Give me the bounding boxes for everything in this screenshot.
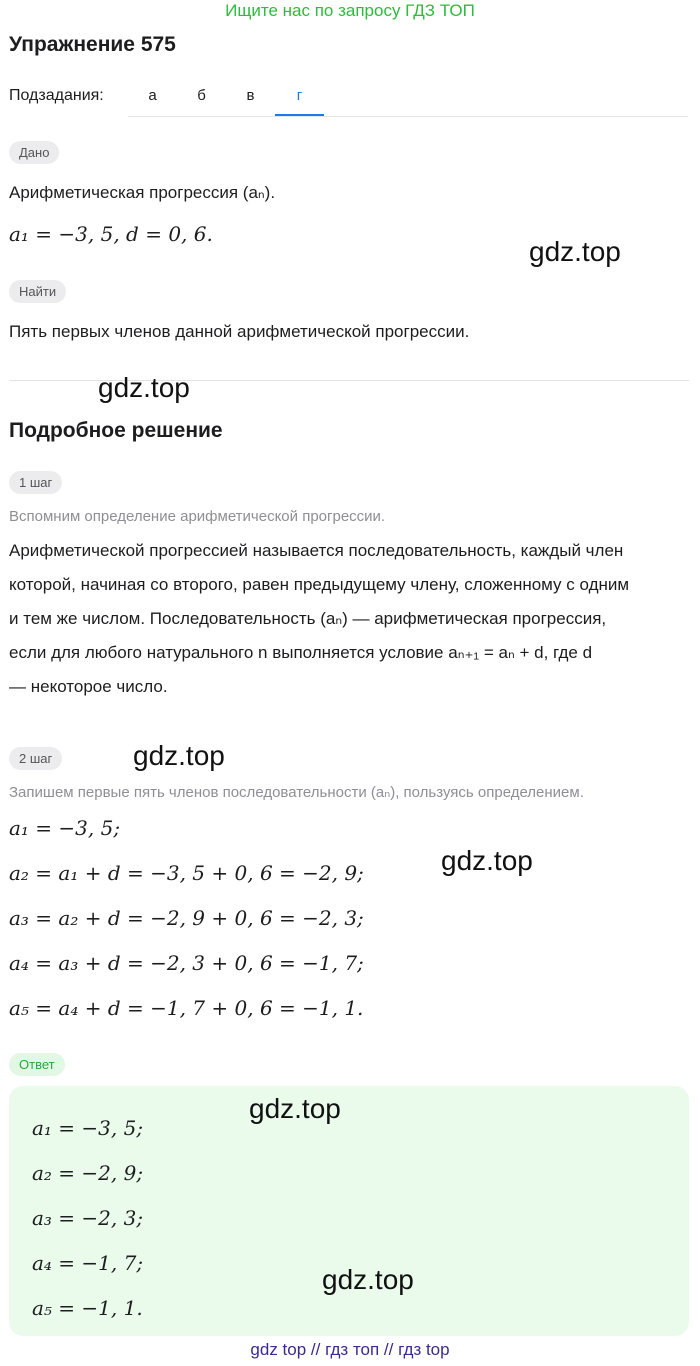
step1-hint: Вспомним определение арифметической прогрессии. — [9, 508, 386, 525]
given-line-2: a₁ = −3, 5, d = 0, 6. — [9, 222, 213, 246]
step1-line: — некоторое число. — [9, 677, 168, 696]
find-pill: Найти — [9, 280, 66, 303]
step2-pill: 2 шаг — [9, 747, 62, 770]
step2-line-4: a₄ = a₃ + d = −2, 3 + 0, 6 = −1, 7; — [9, 951, 364, 975]
tab-b[interactable]: б — [197, 87, 206, 104]
footer-links: gdz top // гдз топ // гдз top — [250, 1340, 450, 1359]
step1-line: которой, начиная со второго, равен предыдущему члену, сложенному с одним — [9, 575, 630, 594]
tab-g[interactable]: г — [275, 80, 324, 116]
answer-pill: Ответ — [9, 1053, 65, 1076]
given-pill: Дано — [9, 141, 59, 164]
step2-hint: Запишем первые пять членов последовательности (aₙ), пользуясь определением. — [9, 784, 584, 801]
step1-pill: 1 шаг — [9, 471, 62, 494]
step1-line: Арифметической прогрессией называется последовательность, каждый член — [9, 541, 624, 560]
watermark: gdz.top — [529, 236, 621, 267]
top-banner: Ищите нас по запросу ГДЗ ТОП — [225, 1, 475, 20]
watermark: gdz.top — [133, 740, 225, 771]
given-line-1: Арифметическая прогрессия (aₙ). — [9, 183, 276, 202]
find-text: Пять первых членов данной арифметической прогрессии. — [9, 322, 470, 341]
subtask-tabs — [128, 80, 688, 117]
tab-a[interactable]: а — [148, 87, 157, 104]
answer-line-5: a₅ = −1, 1. — [32, 1296, 143, 1320]
step1-line: если для любого натурального n выполняется условие aₙ₊₁ = aₙ + d, где d — [9, 643, 593, 662]
step1-line: и тем же числом. Последовательность (aₙ) — арифметическая прогрессия, — [9, 609, 607, 628]
answer-line-3: a₃ = −2, 3; — [32, 1206, 144, 1230]
subtasks-label: Подзадания: — [9, 87, 104, 104]
step2-line-2: a₂ = a₁ + d = −3, 5 + 0, 6 = −2, 9; — [9, 861, 364, 885]
answer-line-2: a₂ = −2, 9; — [32, 1161, 144, 1185]
answer-line-4: a₄ = −1, 7; — [32, 1251, 144, 1275]
watermark: gdz.top — [441, 845, 533, 876]
page-title: Упражнение 575 — [9, 33, 176, 56]
answer-line-1: a₁ = −3, 5; — [32, 1116, 144, 1140]
step2-line-5: a₅ = a₄ + d = −1, 7 + 0, 6 = −1, 1. — [9, 996, 364, 1020]
solution-title: Подробное решение — [9, 419, 223, 442]
watermark: gdz.top — [322, 1264, 414, 1295]
step2-line-1: a₁ = −3, 5; — [9, 816, 121, 840]
watermark: gdz.top — [98, 372, 190, 403]
watermark: gdz.top — [249, 1093, 341, 1124]
step1-text — [9, 534, 699, 704]
step2-line-3: a₃ = a₂ + d = −2, 9 + 0, 6 = −2, 3; — [9, 906, 364, 930]
tab-v[interactable]: в — [246, 87, 255, 104]
